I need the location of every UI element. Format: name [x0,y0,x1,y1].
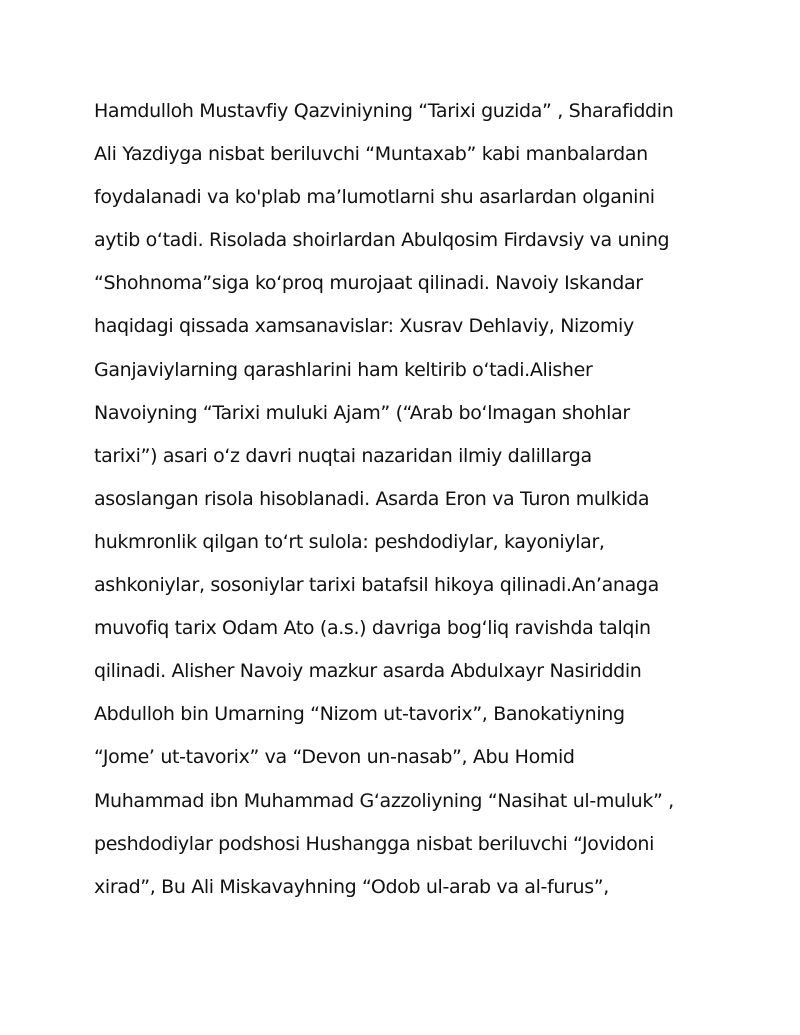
text-line: muvofiq tarix Odam Ato (a.s.) davriga bogʻliq ravishda talqin [94,617,651,640]
text-line: ashkoniylar, sosoniylar tarixi batafsil hikoya qilinadi.An’anaga [94,574,659,597]
text-line: Ganjaviylarning qarashlarini ham keltirib oʻtadi.Alisher [94,358,593,381]
text-line: xirad”, Bu Ali Miskavayhning “Odob ul-arab va al-furus”, [94,875,609,898]
text-line: “Shohnoma”siga koʻproq murojaat qilinadi. Navoiy Iskandar [94,272,643,295]
text-line: tarixi”) asari oʻz davri nuqtai nazaridan ilmiy dalillarga [94,444,592,467]
text-line: “Jome’ ut-tavorix” va “Devon un-nasab”, Abu Homid [94,746,575,769]
text-line: asoslangan risola hisoblanadi. Asarda Eron va Turon mulkida [94,487,650,510]
text-line: Muhammad ibn Muhammad Gʻazzoliyning “Nasihat ul-muluk” , [94,789,674,812]
text-line: Navoiyning “Tarixi muluki Ajam” (“Arab boʻlmagan shohlar [94,401,630,424]
text-line: Ali Yazdiyga nisbat beriluvchi “Muntaxab” kabi manbalardan [94,143,648,166]
text-line: Hamdulloh Mustavfiy Qazviniyning “Tarixi guzida” , Sharafiddin [94,100,674,122]
text-line: qilinadi. Alisher Navoiy mazkur asarda Abdulxayr Nasiriddin [94,660,642,683]
text-line: peshdodiylar podshosi Hushangga nisbat beriluvchi “Jovidoni [94,832,655,855]
text-line: foydalanadi va ko'plab ma’lumotlarni shu asarlardan olganini [94,186,655,209]
body-paragraph [94,90,734,909]
text-line: haqidagi qissada xamsanavislar: Xusrav Dehlaviy, Nizomiy [94,315,634,338]
text-line: hukmronlik qilgan toʻrt sulola: peshdodiylar, kayoniylar, [94,530,605,553]
text-line: Abdulloh bin Umarning “Nizom ut-tavorix”, Banokatiyning [94,703,625,726]
text-line: aytib oʻtadi. Risolada shoirlardan Abulqosim Firdavsiy va uning [94,229,670,252]
